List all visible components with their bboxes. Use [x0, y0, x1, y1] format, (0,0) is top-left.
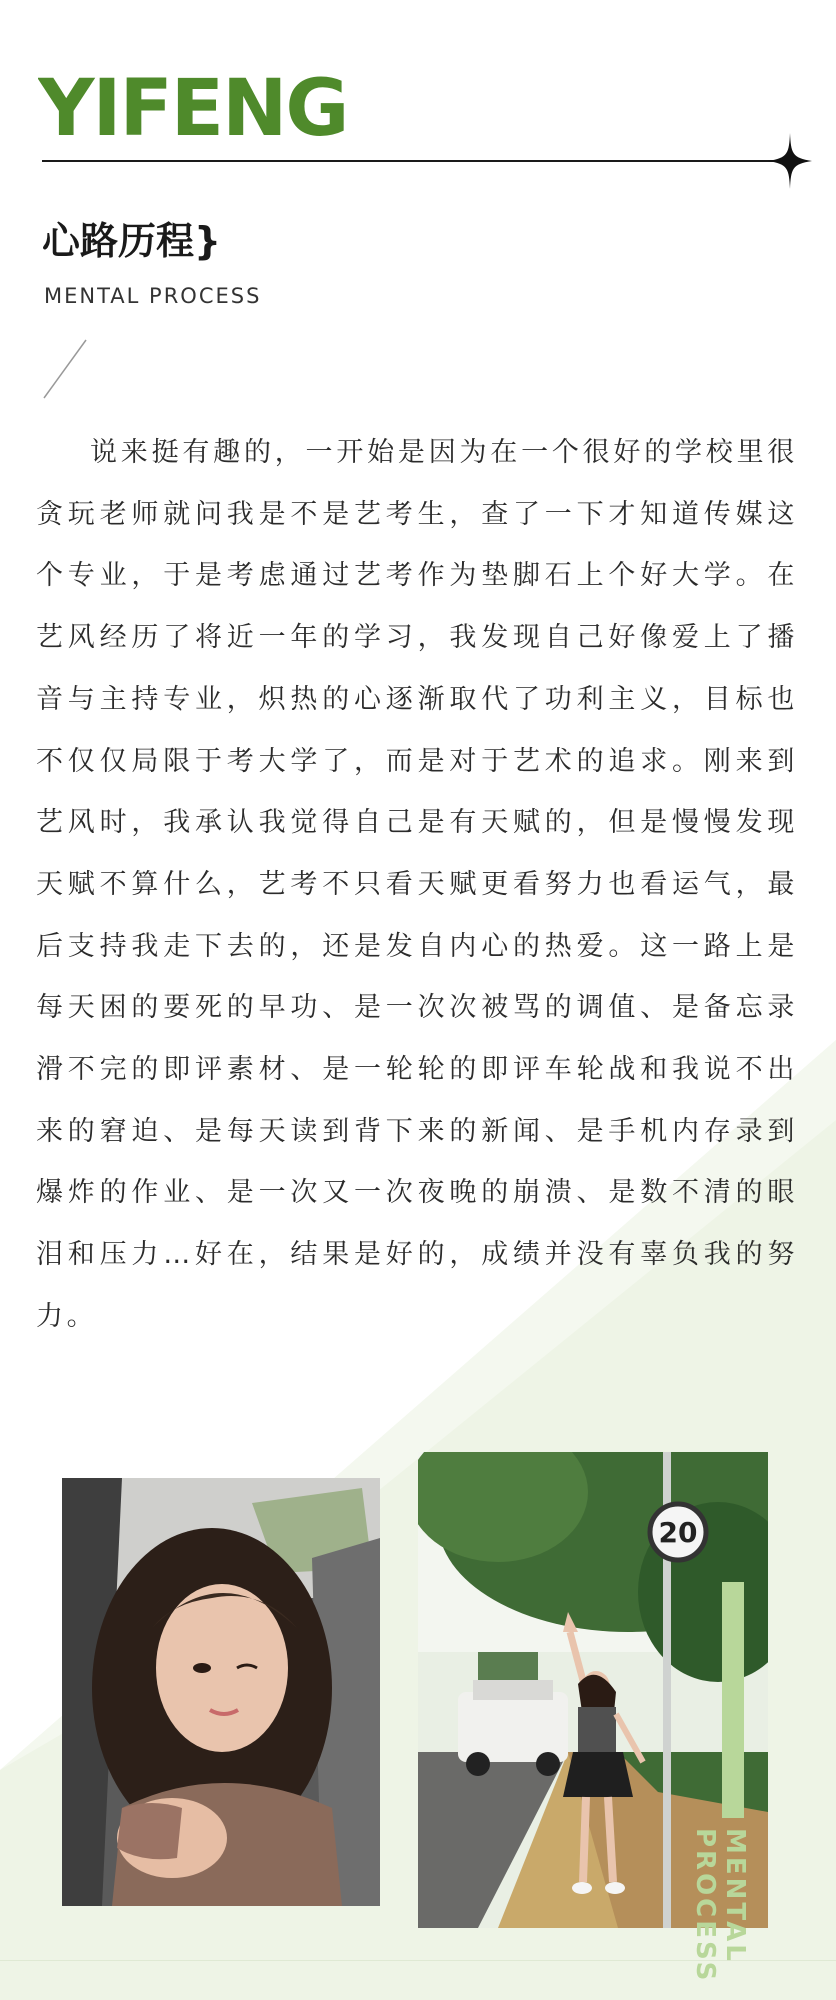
selfie-in-car-photo: [62, 1478, 380, 1906]
sparkle-icon: [768, 133, 812, 189]
header-divider: [42, 160, 790, 162]
section-title: 心路历程}: [42, 219, 222, 263]
speed-sign-label: 20: [658, 1516, 698, 1549]
vertical-label: MENTAL PROCESS: [690, 1828, 750, 1984]
accent-bar: [722, 1582, 744, 1818]
decorative-slash: [40, 338, 90, 400]
article-paragraph: 说来挺有趣的，一开始是因为在一个很好的学校里很贪玩老师就问我是不是艺考生，查了一下才知道传媒这个专业，于是考虑通过艺考作为垫脚石上个好大学。在艺风经历了将近一年的学习，我发现自己好像爱上了播音与主持专业，炽热的心逐渐取代了功利主义，目标也不仅仅局限于考大学了，而是对于艺术的追求。刚来到艺风时，我承认我觉得自己是有天赋的，但是慢慢发现天赋不算什么，艺考不只看天赋更看努力也看运气，最后支持我走下去的，还是发自内心的热爱。这一路上是每天困的要死的早功、是一次次被骂的调值、是备忘录滑不完的即评素材、是一轮轮的即评车轮战和我说不出来的窘迫、是每天读到背下来的新闻、是手机内存录到爆炸的作业、是一次又一次夜晚的崩溃、是数不清的眼泪和压力…好在，结果是好的，成绩并没有辜负我的努力。: [36, 437, 798, 1332]
brand-wordmark: YIFENG: [38, 70, 348, 138]
section-subtitle: MENTAL PROCESS: [44, 284, 262, 308]
